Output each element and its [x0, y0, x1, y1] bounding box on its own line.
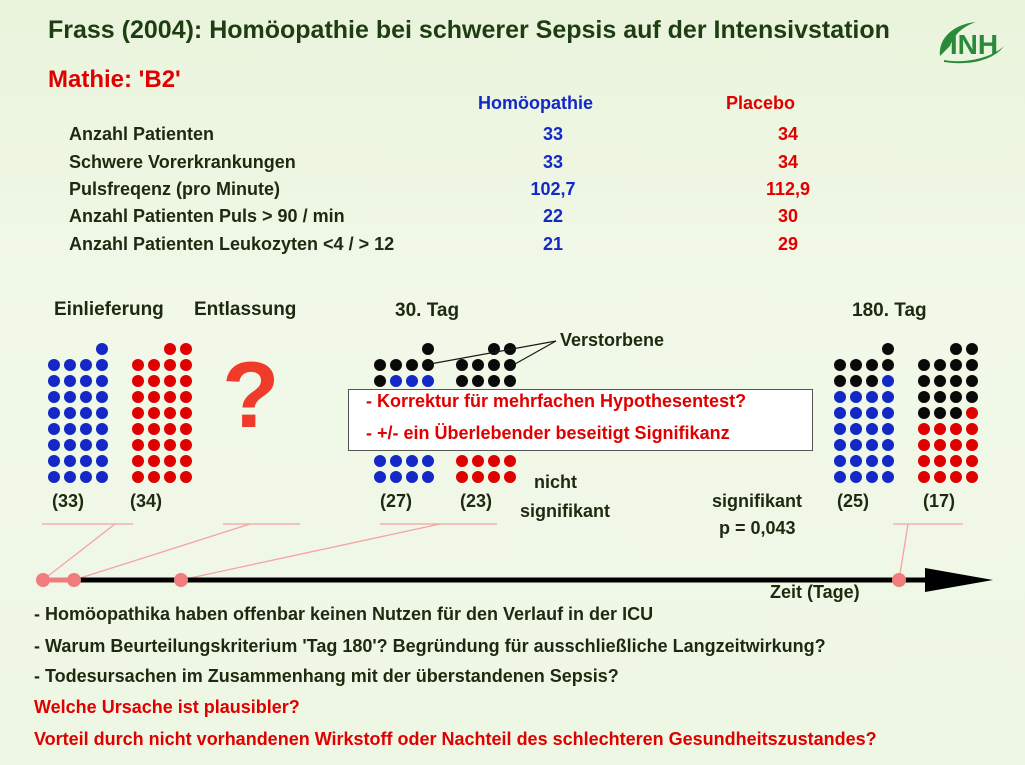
- row-label: Schwere Vorerkrankungen: [69, 152, 296, 172]
- time-axis-label: Zeit (Tage): [770, 582, 860, 602]
- axis-marker-day180: [892, 573, 906, 587]
- axis-marker-day30: [174, 573, 188, 587]
- count-admission-homeopathy: (33): [52, 491, 85, 511]
- phase-day180: 180. Tag: [852, 300, 927, 321]
- p-value-label: p = 0,043: [719, 518, 796, 538]
- phase-discharge: Entlassung: [194, 299, 297, 320]
- row-value-placebo: 112,9: [765, 179, 811, 199]
- leader-day30: [181, 524, 440, 580]
- row-label: Anzahl Patienten Leukozyten <4 / > 12: [69, 234, 395, 254]
- question-mark: ?: [222, 342, 280, 447]
- count-day30-homeopathy: (27): [380, 491, 413, 511]
- row-value-homeopathy: 102,7: [530, 179, 576, 199]
- phase-day30: 30. Tag: [395, 300, 460, 321]
- axis-marker-discharge: [67, 573, 81, 587]
- question-line: Welche Ursache ist plausibler?: [34, 697, 300, 717]
- not-significant-label: signifikant: [520, 501, 611, 521]
- pointer-deceased-homeopathy: [430, 341, 556, 364]
- column-header-placebo: Placebo: [726, 93, 796, 113]
- column-header-homeopathy: Homöopathie: [478, 93, 593, 113]
- row-value-placebo: 30: [777, 206, 799, 226]
- count-day180-homeopathy: (25): [837, 491, 870, 511]
- row-value-homeopathy: 33: [542, 124, 564, 144]
- row-label: Anzahl Patienten Puls > 90 / min: [69, 206, 345, 226]
- count-day180-placebo: (17): [923, 491, 956, 511]
- mathie-rating: Mathie: 'B2': [48, 66, 181, 93]
- row-value-homeopathy: 22: [542, 206, 564, 226]
- row-value-placebo: 29: [777, 234, 799, 254]
- leader-day180: [899, 524, 908, 580]
- row-value-homeopathy: 21: [542, 234, 564, 254]
- bullet-point: - Todesursachen im Zusammenhang mit der überstandenen Sepsis?: [34, 666, 619, 686]
- logo-text: INH: [949, 29, 999, 60]
- time-axis-arrowhead: [925, 568, 993, 592]
- row-label: Anzahl Patienten: [69, 124, 215, 144]
- count-admission-placebo: (34): [130, 491, 163, 511]
- row-label: Pulsfreqenz (pro Minute): [69, 179, 280, 199]
- bullet-point: - Warum Beurteilungskriterium 'Tag 180'? Begründung für ausschließliche Langzeitwirkung?: [34, 636, 826, 656]
- bullet-point: - Homöopathika haben offenbar keinen Nutzen für den Verlauf in der ICU: [34, 604, 654, 624]
- row-value-placebo: 34: [777, 124, 799, 144]
- deceased-label: Verstorbene: [560, 330, 665, 350]
- significant-label: signifikant: [712, 491, 803, 511]
- axis-marker-admission: [36, 573, 50, 587]
- annotation-note: - Korrektur für mehrfachen Hypothesentest?: [366, 391, 747, 411]
- annotation-note: - +/- ein Überlebender beseitigt Signifikanz: [366, 423, 730, 443]
- page-title: Frass (2004): Homöopathie bei schwerer Sepsis auf der Intensivstation: [48, 16, 890, 44]
- leader-discharge: [74, 524, 250, 580]
- not-significant-label: nicht: [534, 472, 577, 492]
- row-value-homeopathy: 33: [542, 152, 564, 172]
- question-line: Vorteil durch nicht vorhandenen Wirkstoff oder Nachteil des schlechteren Gesundheitszustandes?: [34, 729, 877, 749]
- row-value-placebo: 34: [777, 152, 799, 172]
- phase-admission: Einlieferung: [54, 299, 164, 320]
- leader-admission: [43, 524, 115, 580]
- count-day30-placebo: (23): [460, 491, 493, 511]
